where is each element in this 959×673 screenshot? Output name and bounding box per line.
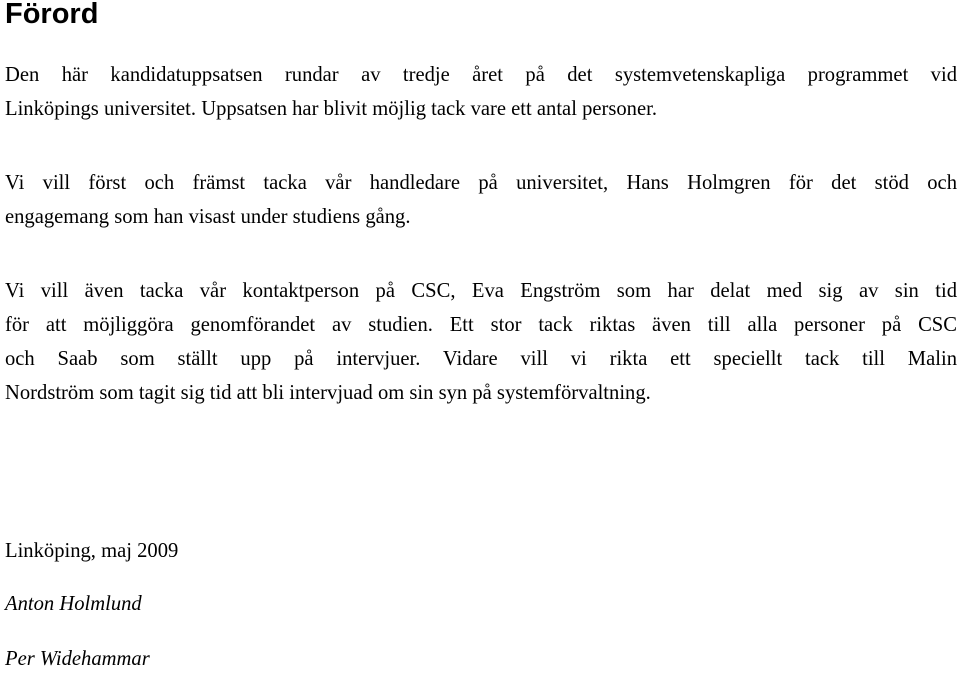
signature-author: Per Widehammar [5, 648, 150, 670]
text-line: och Saab som ställt upp på intervjuer. Vidare vill vi rikta ett speciellt tack till Malin [5, 348, 957, 370]
text-line: Nordström som tagit sig tid att bli intervjuad om sin syn på systemförvaltning. [5, 382, 651, 404]
paragraph-intro [5, 58, 957, 126]
text-line: Vi vill även tacka vår kontaktperson på CSC, Eva Engström som har delat med sig av sin tid [5, 280, 957, 302]
page-title: Förord [5, 0, 99, 30]
paragraph-contact-thanks [5, 274, 957, 410]
signature-place-date: Linköping, maj 2009 [5, 540, 179, 562]
text-line: engagemang som han visast under studiens gång. [5, 206, 411, 228]
paragraph-supervisor-thanks [5, 166, 957, 234]
text-line: för att möjliggöra genomförandet av studien. Ett stor tack riktas även till alla personer på CSC [5, 314, 957, 336]
text-line: Linköpings universitet. Uppsatsen har blivit möjlig tack vare ett antal personer. [5, 98, 657, 120]
text-line: Den här kandidatuppsatsen rundar av tredje året på det systemvetenskapliga programmet vid [5, 64, 957, 86]
signature-author: Anton Holmlund [5, 593, 142, 615]
text-line: Vi vill först och främst tacka vår handledare på universitet, Hans Holmgren för det stöd och [5, 172, 957, 194]
